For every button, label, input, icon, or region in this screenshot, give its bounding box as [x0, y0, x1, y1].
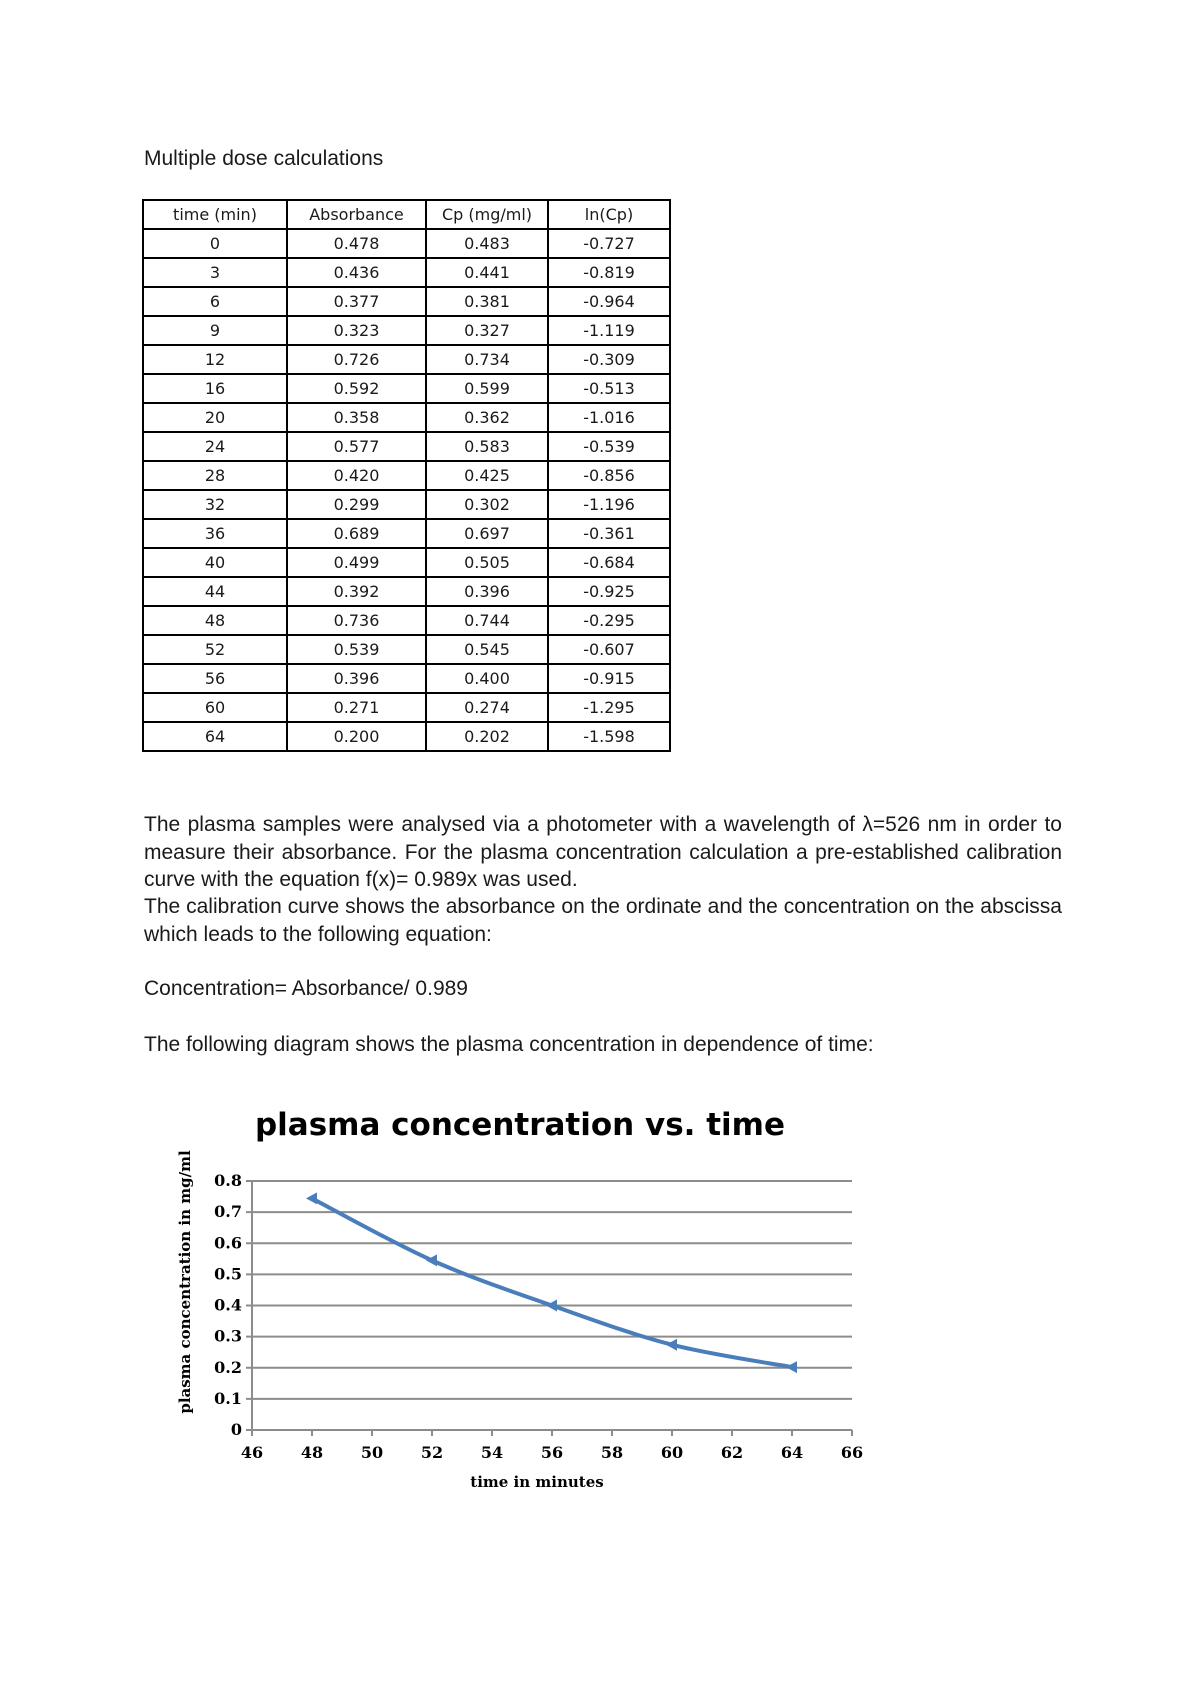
- cell-ln-cp: -0.925: [548, 577, 670, 606]
- cell-ln-cp: -0.607: [548, 635, 670, 664]
- equation-text: Concentration= Absorbance/ 0.989: [144, 977, 468, 1000]
- x-tick-label: 66: [840, 1443, 864, 1462]
- table-row: [143, 693, 670, 722]
- cell-time: 32: [143, 490, 287, 519]
- cell-cp: 0.400: [426, 664, 548, 693]
- cell-ln-cp: -1.295: [548, 693, 670, 722]
- concentration-chart: [160, 1100, 880, 1500]
- table-row: [143, 490, 670, 519]
- cell-absorbance: 0.377: [287, 287, 426, 316]
- table-row: [143, 635, 670, 664]
- data-point: [666, 1339, 677, 1351]
- cell-absorbance: 0.689: [287, 519, 426, 548]
- paragraph-diagram-intro: The following diagram shows the plasma concentration in dependence of time:: [144, 1033, 874, 1056]
- cell-absorbance: 0.200: [287, 722, 426, 751]
- table-row: [143, 461, 670, 490]
- x-tick-label: 62: [720, 1443, 744, 1462]
- y-axis-label: plasma concentration in mg/ml: [176, 1150, 194, 1414]
- cell-time: 0: [143, 229, 287, 258]
- cell-cp: 0.381: [426, 287, 548, 316]
- cell-time: 16: [143, 374, 287, 403]
- cell-time: 60: [143, 693, 287, 722]
- cell-time: 12: [143, 345, 287, 374]
- cell-time: 20: [143, 403, 287, 432]
- cell-cp: 0.202: [426, 722, 548, 751]
- x-tick-label: 46: [240, 1443, 264, 1462]
- cell-absorbance: 0.736: [287, 606, 426, 635]
- cell-cp: 0.302: [426, 490, 548, 519]
- cell-time: 40: [143, 548, 287, 577]
- cell-time: 44: [143, 577, 287, 606]
- page-title: Multiple dose calculations: [144, 147, 384, 170]
- header-time: time (min): [143, 200, 287, 229]
- cell-absorbance: 0.323: [287, 316, 426, 345]
- x-tick-label: 64: [780, 1443, 804, 1462]
- cell-time: 24: [143, 432, 287, 461]
- x-tick-label: 50: [360, 1443, 384, 1462]
- cell-ln-cp: -1.016: [548, 403, 670, 432]
- cell-absorbance: 0.271: [287, 693, 426, 722]
- cell-ln-cp: -0.361: [548, 519, 670, 548]
- cell-time: 52: [143, 635, 287, 664]
- cell-absorbance: 0.299: [287, 490, 426, 519]
- series-line: [312, 1198, 792, 1367]
- table-row: [143, 316, 670, 345]
- cell-cp: 0.362: [426, 403, 548, 432]
- chart-title: plasma concentration vs. time: [254, 1107, 786, 1143]
- cell-cp: 0.583: [426, 432, 548, 461]
- cell-absorbance: 0.392: [287, 577, 426, 606]
- y-tick-label: 0.8: [214, 1171, 242, 1190]
- table-row: [143, 345, 670, 374]
- cell-time: 56: [143, 664, 287, 693]
- cell-cp: 0.744: [426, 606, 548, 635]
- cell-time: 64: [143, 722, 287, 751]
- cell-absorbance: 0.436: [287, 258, 426, 287]
- cell-cp: 0.327: [426, 316, 548, 345]
- cell-ln-cp: -0.856: [548, 461, 670, 490]
- cell-cp: 0.483: [426, 229, 548, 258]
- table-body: [143, 229, 670, 751]
- header-cp: Cp (mg/ml): [426, 200, 548, 229]
- cell-cp: 0.734: [426, 345, 548, 374]
- y-tick-label: 0.2: [214, 1357, 242, 1377]
- data-point: [546, 1300, 557, 1312]
- cell-ln-cp: -0.819: [548, 258, 670, 287]
- cell-ln-cp: -1.598: [548, 722, 670, 751]
- y-tick-label: 0: [230, 1420, 242, 1439]
- y-tick-label: 0.5: [214, 1264, 242, 1284]
- cell-time: 28: [143, 461, 287, 490]
- cell-cp: 0.697: [426, 519, 548, 548]
- data-point: [786, 1361, 797, 1373]
- x-tick-label: 54: [480, 1443, 504, 1462]
- cell-cp: 0.396: [426, 577, 548, 606]
- table-row: [143, 577, 670, 606]
- cell-absorbance: 0.478: [287, 229, 426, 258]
- cell-absorbance: 0.726: [287, 345, 426, 374]
- table-row: [143, 258, 670, 287]
- data-table: [142, 199, 671, 752]
- table-row: [143, 722, 670, 751]
- x-tick-label: 60: [660, 1443, 684, 1462]
- y-tick-label: 0.3: [214, 1326, 242, 1346]
- cell-absorbance: 0.396: [287, 664, 426, 693]
- cell-absorbance: 0.592: [287, 374, 426, 403]
- cell-cp: 0.425: [426, 461, 548, 490]
- cell-absorbance: 0.539: [287, 635, 426, 664]
- cell-cp: 0.599: [426, 374, 548, 403]
- paragraph-method: The plasma samples were analysed via a photometer with a wavelength of λ=526 nm in order to measure their absorbance. For the plasma concentration calculation a pre-established calibration curve with the equation f(x)= 0.989x was used.: [144, 813, 1062, 891]
- x-tick-label: 48: [300, 1443, 324, 1462]
- cell-time: 36: [143, 519, 287, 548]
- table-header-row: [143, 200, 670, 229]
- data-point: [426, 1254, 437, 1266]
- cell-ln-cp: -0.684: [548, 548, 670, 577]
- cell-time: 6: [143, 287, 287, 316]
- y-tick-label: 0.7: [214, 1202, 242, 1222]
- cell-cp: 0.274: [426, 693, 548, 722]
- cell-absorbance: 0.577: [287, 432, 426, 461]
- table-row: [143, 374, 670, 403]
- cell-time: 3: [143, 258, 287, 287]
- header-ln-cp: ln(Cp): [548, 200, 670, 229]
- cell-cp: 0.545: [426, 635, 548, 664]
- table-row: [143, 519, 670, 548]
- paragraph-calibration: The calibration curve shows the absorbance on the ordinate and the concentration on the abscissa which leads to the following equation:: [144, 895, 1062, 946]
- x-tick-label: 52: [420, 1443, 444, 1462]
- cell-ln-cp: -1.196: [548, 490, 670, 519]
- cell-time: 9: [143, 316, 287, 345]
- cell-ln-cp: -0.539: [548, 432, 670, 461]
- y-tick-label: 0.4: [214, 1295, 242, 1315]
- y-tick-label: 0.1: [214, 1388, 242, 1408]
- cell-cp: 0.505: [426, 548, 548, 577]
- table-row: [143, 432, 670, 461]
- table-row: [143, 229, 670, 258]
- cell-ln-cp: -0.727: [548, 229, 670, 258]
- cell-absorbance: 0.358: [287, 403, 426, 432]
- cell-time: 48: [143, 606, 287, 635]
- cell-ln-cp: -0.309: [548, 345, 670, 374]
- table-row: [143, 664, 670, 693]
- cell-ln-cp: -0.915: [548, 664, 670, 693]
- cell-ln-cp: -0.964: [548, 287, 670, 316]
- y-tick-label: 0.6: [214, 1233, 242, 1253]
- x-axis-label: time in minutes: [470, 1473, 604, 1491]
- x-tick-label: 56: [540, 1443, 564, 1462]
- cell-ln-cp: -1.119: [548, 316, 670, 345]
- header-absorbance: Absorbance: [287, 200, 426, 229]
- cell-absorbance: 0.499: [287, 548, 426, 577]
- table-row: [143, 606, 670, 635]
- table-row: [143, 287, 670, 316]
- cell-ln-cp: -0.513: [548, 374, 670, 403]
- cell-absorbance: 0.420: [287, 461, 426, 490]
- cell-cp: 0.441: [426, 258, 548, 287]
- data-point: [306, 1192, 317, 1204]
- x-tick-label: 58: [600, 1443, 624, 1462]
- table-row: [143, 403, 670, 432]
- cell-ln-cp: -0.295: [548, 606, 670, 635]
- table-row: [143, 548, 670, 577]
